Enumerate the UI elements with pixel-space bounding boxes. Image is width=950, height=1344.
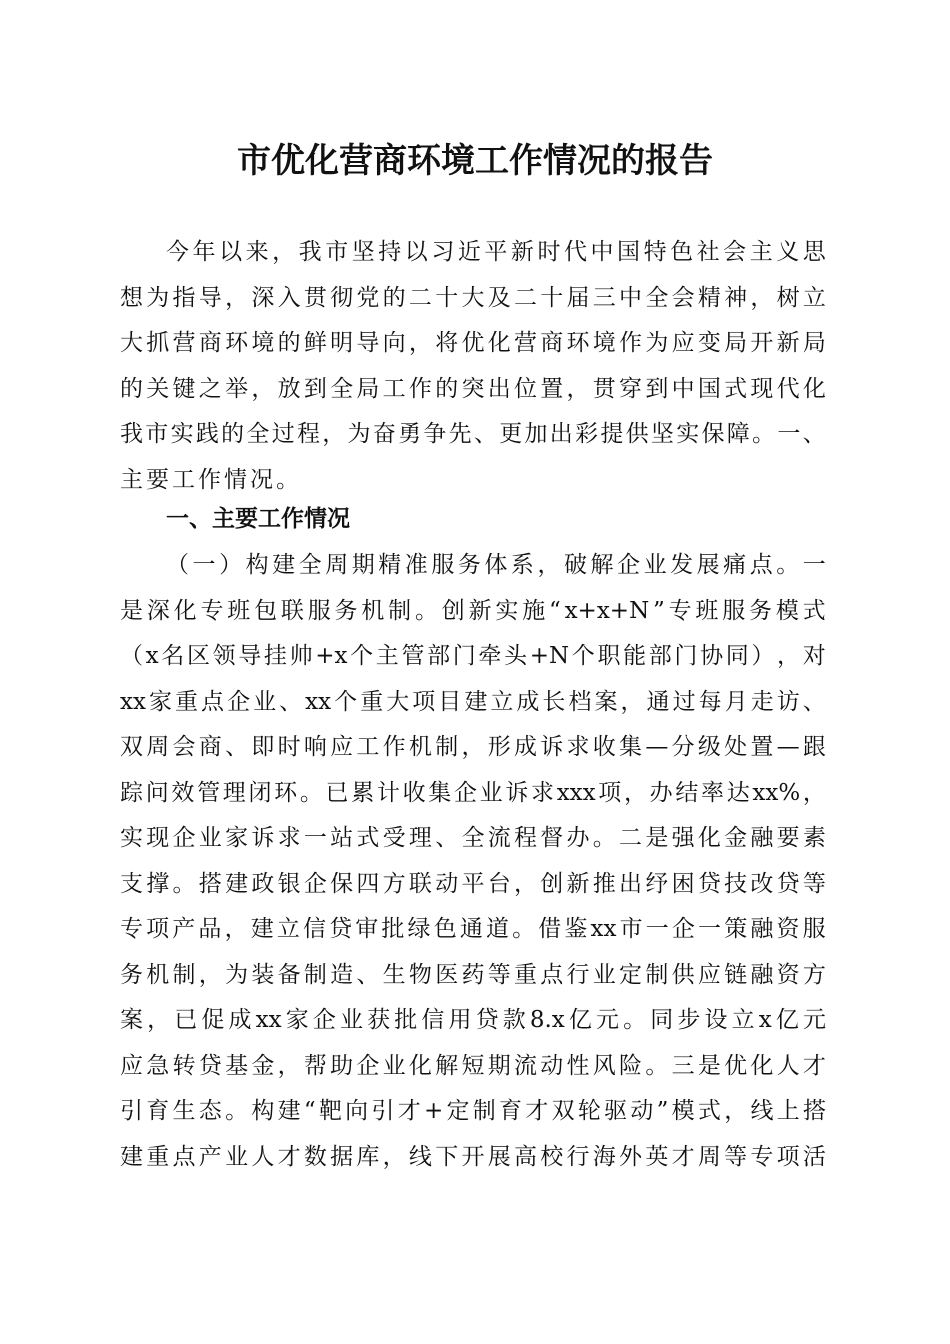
- text-line: （ x 名 区 领 导 挂 帅 +x 个 主 管 部 门 牵 头 +N 个 职 能 部 门 协 同 ） ， 对: [120, 643, 826, 669]
- text-line: 应 急 转 贷 基 金 ， 帮 助 企 业 化 解 短 期 流 动 性 风 险 。 三 是 优 化 人 才: [120, 1052, 826, 1079]
- text-line: 主要工作情况。: [120, 466, 302, 493]
- document-title: 市优化营商环境工作情况的报告: [237, 141, 713, 181]
- text-line: 今 年 以 来 ， 我 市 坚 持 以 习 近 平 新 时 代 中 国 特 色 社 会 主 义 思: [166, 239, 826, 265]
- text-line: 踪 问 效 管 理 闭 环 。 已 累 计 收 集 企 业 诉 求 xxx 项 ， 办 结 率 达 xx% ，: [120, 779, 826, 806]
- text-line: （ 一 ） 构 建 全 周 期 精 准 服 务 体 系 ， 破 解 企 业 发 展 痛 点 。 一: [166, 552, 826, 578]
- text-line: 我 市 实 践 的 全 过 程 ， 为 奋 勇 争 先 、 更 加 出 彩 提 供 坚 实 保 障 。 一 、: [120, 421, 826, 447]
- text-line: 是 深 化 专 班 包 联 服 务 机 制 。 创 新 实 施 “ x+x+N ” 专 班 服 务 模 式: [120, 597, 826, 624]
- text-line: xx 家 重 点 企 业 、 xx 个 重 大 项 目 建 立 成 长 档 案 ， 通 过 每 月 走 访 、: [120, 688, 826, 715]
- text-line: 专 项 产 品 ， 建 立 信 贷 审 批 绿 色 通 道 。 借 鉴 xx 市 一 企 一 策 融 资 服: [120, 916, 826, 942]
- text-line: 建 重 点 产 业 人 才 数 据 库 ， 线 下 开 展 高 校 行 海 外 英 才 周 等 专 项 活: [120, 1143, 826, 1170]
- text-line: 大 抓 营 商 环 境 的 鲜 明 导 向 ， 将 优 化 营 商 环 境 作 为 应 变 局 开 新 局: [120, 330, 826, 356]
- text-line: 案 ， 已 促 成 xx 家 企 业 获 批 信 用 贷 款 8.x 亿 元 。 同 步 设 立 x 亿 元: [120, 1007, 826, 1033]
- text-line: 支 撑 。 搭 建 政 银 企 保 四 方 联 动 平 台 ， 创 新 推 出 纾 困 贷 技 改 贷 等: [120, 870, 826, 897]
- text-line: 引 育 生 态 。 构 建 “ 靶 向 引 才 + 定 制 育 才 双 轮 驱 动 ” 模 式 ， 线 上 搭: [120, 1098, 826, 1124]
- text-line: 务 机 制 ， 为 装 备 制 造 、 生 物 医 药 等 重 点 行 业 定 制 供 应 链 融 资 方: [120, 961, 826, 988]
- text-line: 双 周 会 商 、 即 时 响 应 工 作 机 制 ， 形 成 诉 求 收 集 — 分 级 处 置 — 跟: [120, 734, 826, 760]
- text-line: 想 为 指 导 ， 深 入 贯 彻 党 的 二 十 大 及 二 十 届 三 中 全 会 精 神 ， 树 立: [120, 284, 826, 311]
- text-line: 实 现 企 业 家 诉 求 一 站 式 受 理 、 全 流 程 督 办 。 二 是 强 化 金 融 要 素: [120, 825, 826, 851]
- section-heading: 一、主要工作情况: [166, 506, 350, 532]
- text-line: 的 关 键 之 举 ， 放 到 全 局 工 作 的 突 出 位 置 ， 贯 穿 到 中 国 式 现 代 化: [120, 375, 826, 402]
